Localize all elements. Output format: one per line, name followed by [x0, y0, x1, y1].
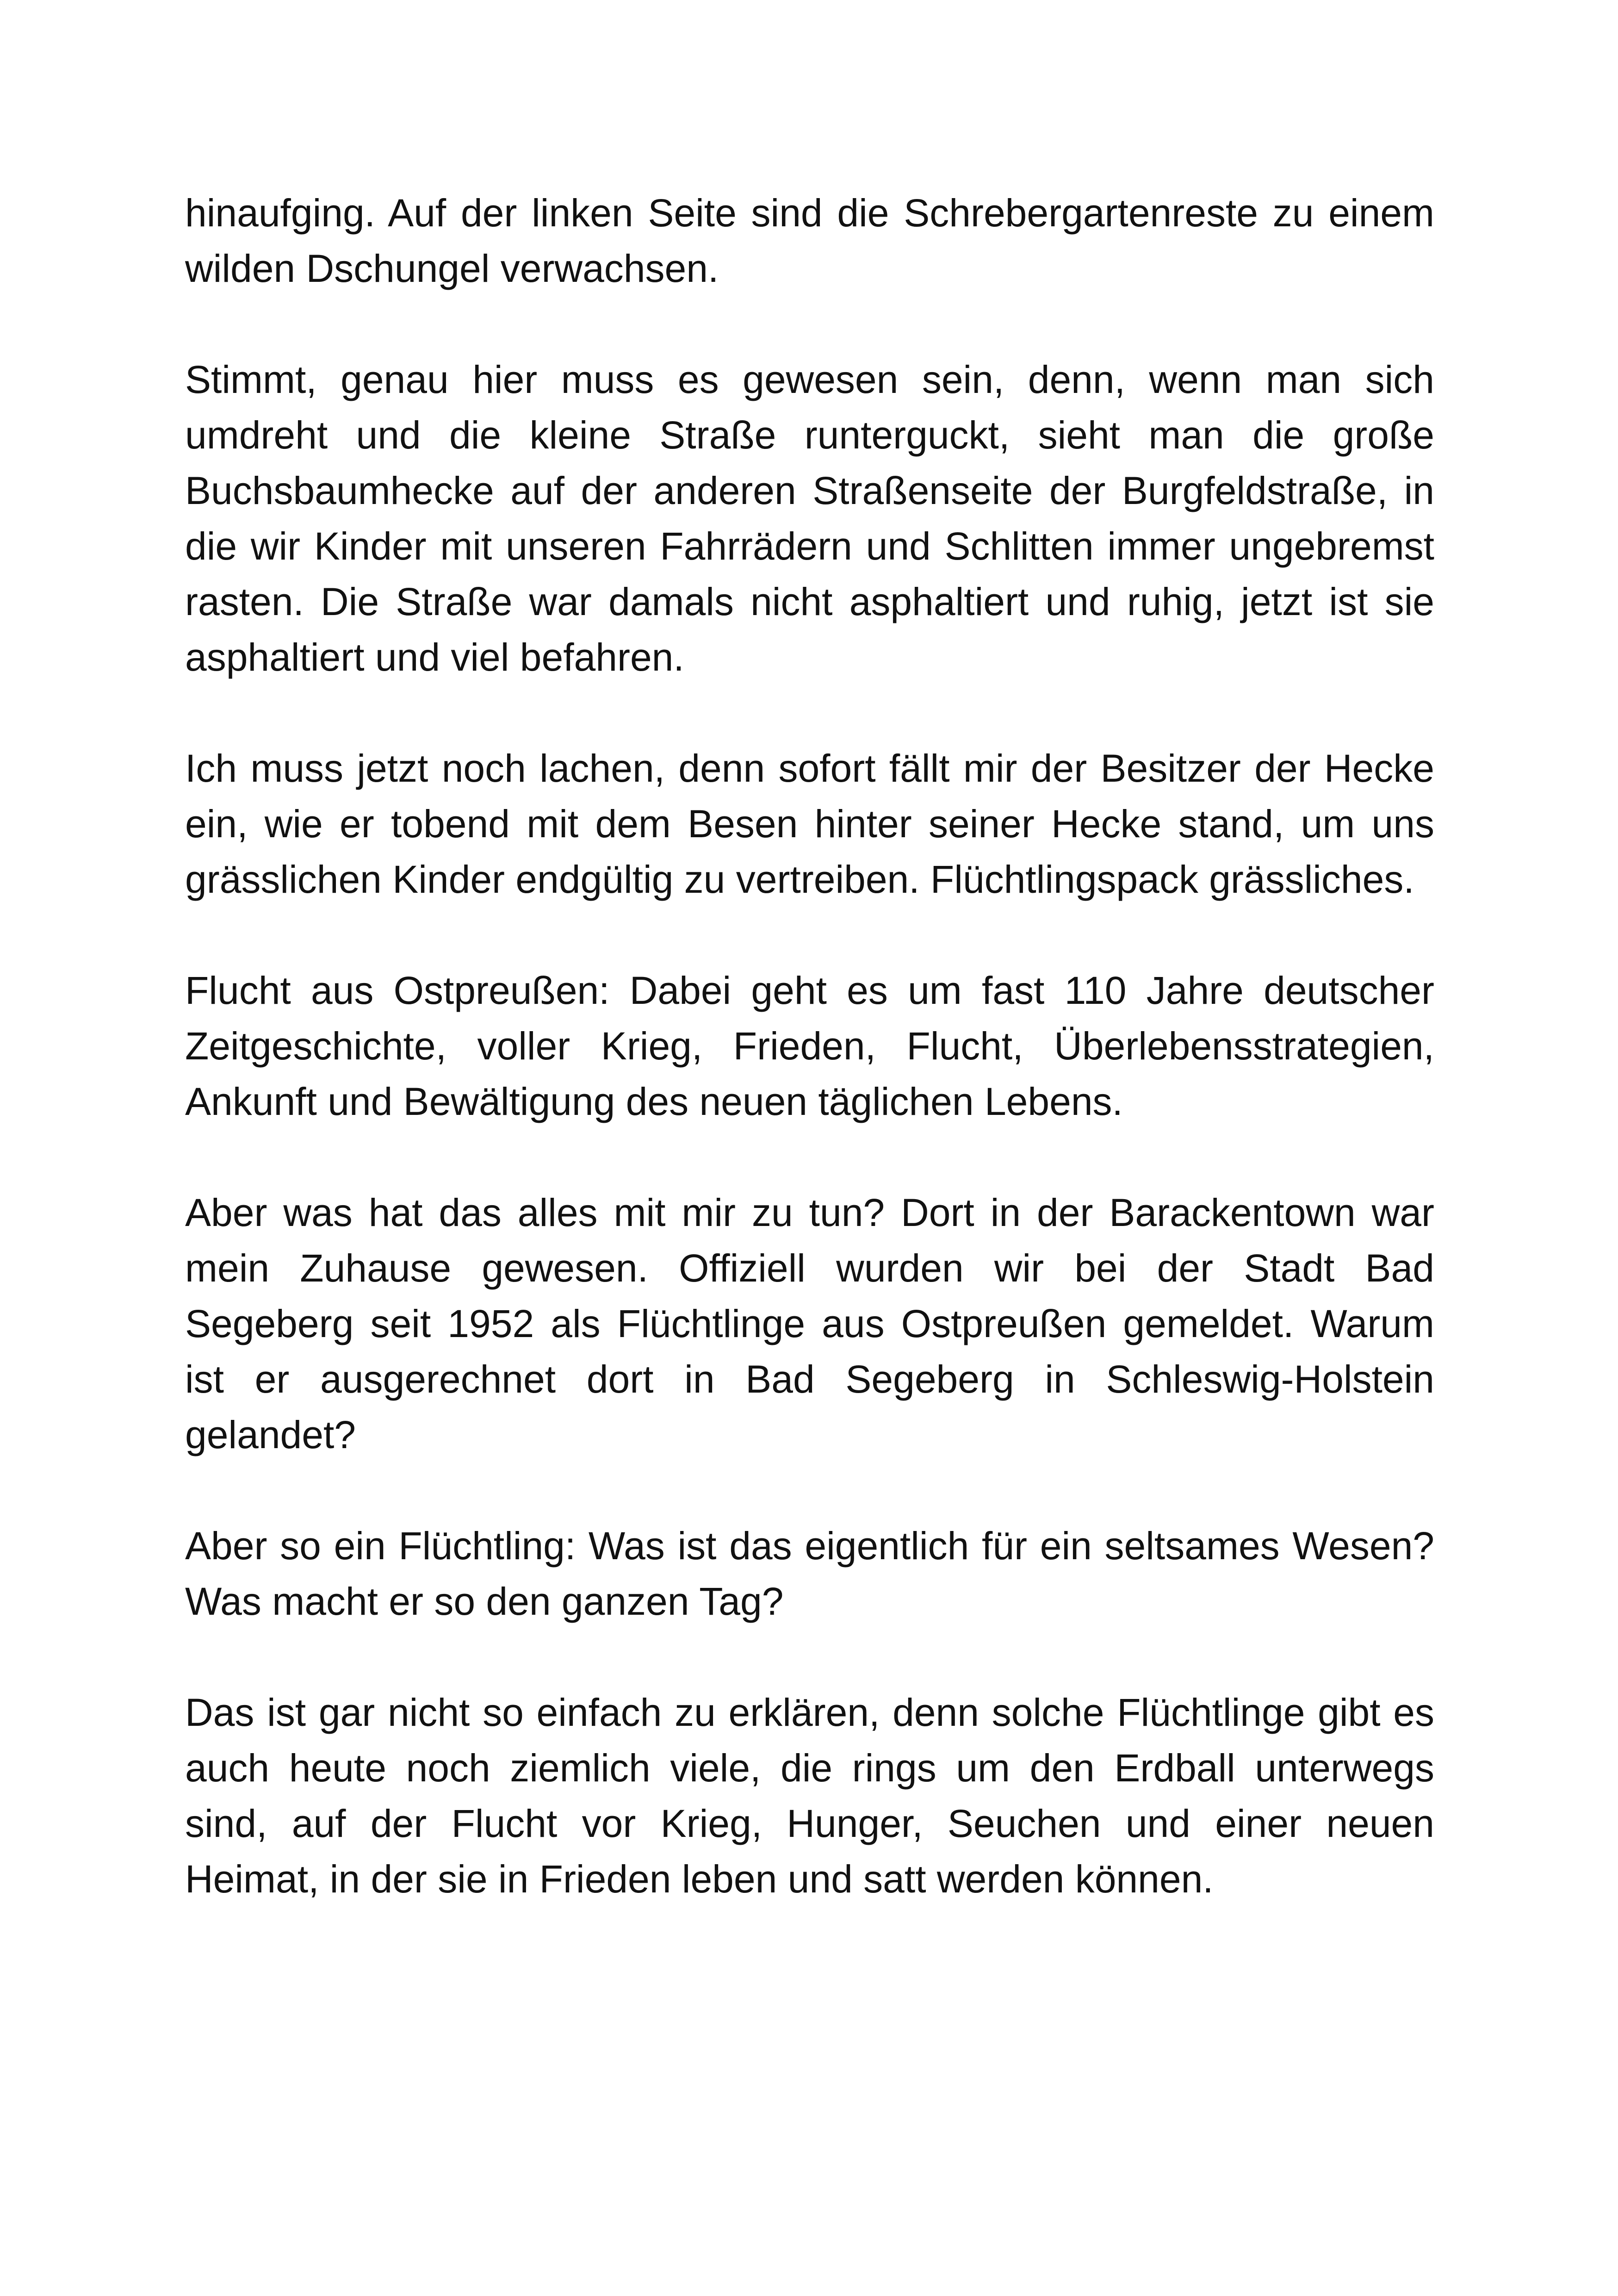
paragraph-4: Flucht aus Ostpreußen: Dabei geht es um fast 110 Jahre deutscher Zeitgeschichte, voller Krieg, Frieden, Flucht, Überlebensstrategien, Ankunft und Bewältigung des neuen täglichen Lebens. — [185, 969, 1434, 1123]
paragraph-5: Aber was hat das alles mit mir zu tun? Dort in der Barackentown war mein Zuhause gewesen. Offiziell wurden wir bei der Stadt Bad Segeberg seit 1952 als Flüchtlinge aus Ostpreußen gemeldet. Warum ist er ausgerechnet dort in Bad Segeberg in Schleswig-Holstein gelandet? — [185, 1191, 1434, 1456]
paragraph-1: hinaufging. Auf der linken Seite sind die Schrebergartenreste zu einem wilden Dschungel verwachsen. — [185, 191, 1434, 290]
paragraph-3: Ich muss jetzt noch lachen, denn sofort fällt mir der Besitzer der Hecke ein, wie er tobend mit dem Besen hinter seiner Hecke stand, um uns grässlichen Kinder endgültig zu vertreiben. Flüchtlingspack grässliches. — [185, 747, 1434, 901]
document-body — [185, 185, 1434, 1907]
paragraph-2: Stimmt, genau hier muss es gewesen sein, denn, wenn man sich umdreht und die kleine Straße runterguckt, sieht man die große Buchsbaumhecke auf der anderen Straßenseite der Burgfeldstraße, in die wir Kinder mit unseren Fahrrädern und Schlitten immer ungebremst rasten. Die Straße war damals nicht asphaltiert und ruhig, jetzt ist sie asphaltiert und viel befahren. — [185, 358, 1434, 679]
paragraph-6: Aber so ein Flüchtling: Was ist das eigentlich für ein seltsames Wesen? Was macht er so den ganzen Tag? — [185, 1524, 1434, 1623]
paragraph-7: Das ist gar nicht so einfach zu erklären, denn solche Flüchtlinge gibt es auch heute noch ziemlich viele, die rings um den Erdball unterwegs sind, auf der Flucht vor Krieg, Hunger, Seuchen und einer neuen Heimat, in der sie in Frieden leben und satt werden können. — [185, 1691, 1434, 1901]
